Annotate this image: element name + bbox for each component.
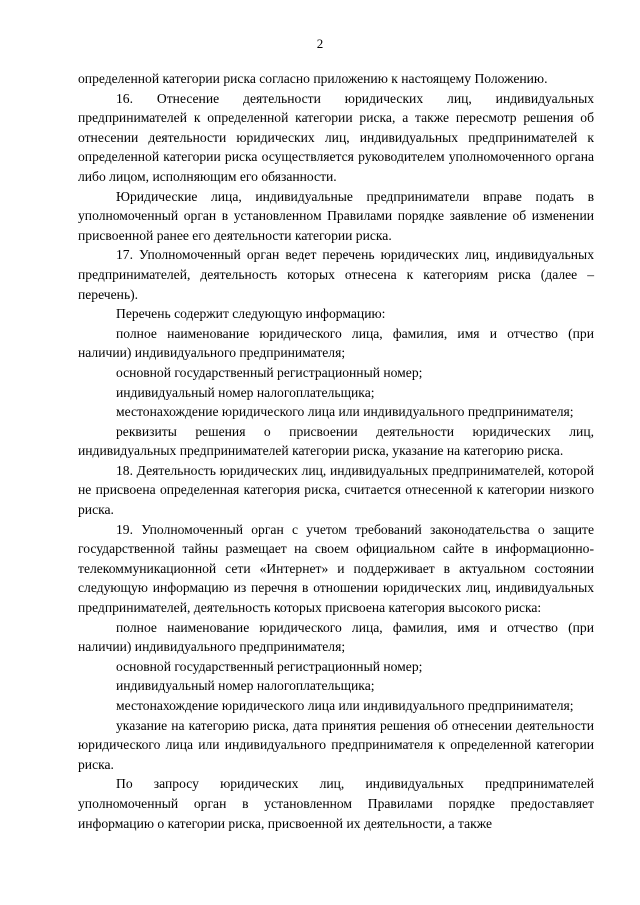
paragraph-list-full-name: полное наименование юридического лица, фамилия, имя и отчество (при наличии) индивидуального предпринимателя;: [78, 325, 594, 361]
paragraph-list-intro: Перечень содержит следующую информацию:: [116, 306, 386, 322]
paragraph-site-location: местонахождение юридического лица или индивидуального предпринимателя;: [116, 698, 574, 713]
paragraph-site-ogrn: основной государственный регистрационный номер;: [116, 658, 423, 674]
paragraph-site-inn: индивидуальный номер налогоплательщика;: [116, 678, 375, 694]
paragraph-continuation: определенной категории риска согласно приложению к настоящему Положению.: [78, 71, 548, 86]
document-body: [78, 69, 594, 833]
paragraph-item-16: 16. Отнесение деятельности юридических лиц, индивидуальных предпринимателей к определенной категории риска, а также пересмотр решения об отнесении деятельности юридических лиц, индивидуальных предпринимателей к определенной категории риска осуществляется руководителем уполномоченного органа либо лицом, исполняющим его обязанности.: [78, 90, 594, 184]
paragraph-item-19: 19. Уполномоченный орган с учетом требований законодательства о защите государственной тайны размещает на своем официальном сайте в информационно-телекоммуникационной сети «Интернет» и поддерживает в актуальном состоянии следующую информацию из перечня в отношении юридических лиц, индивидуальных предпринимателей, деятельность которых присвоена категория высокого риска:: [78, 521, 594, 616]
paragraph-list-ogrn: основной государственный регистрационный номер;: [116, 364, 423, 380]
paragraph-item-18: 18. Деятельность юридических лиц, индивидуальных предпринимателей, которой не присвоена определенная категория риска, считается отнесенной к категории низкого риска.: [78, 462, 594, 518]
paragraph-site-risk-category: указание на категорию риска, дата принятия решения об отнесении деятельности юридического лица или индивидуального предпринимателя к определенной категории риска.: [78, 717, 594, 772]
page-number: 2: [316, 36, 324, 51]
paragraph-list-location: местонахождение юридического лица или индивидуального предпринимателя;: [116, 404, 574, 420]
paragraph-list-inn: индивидуальный номер налогоплательщика;: [116, 384, 375, 400]
paragraph-list-decision-details: реквизиты решения о присвоении деятельности юридических лиц, индивидуальных предпринимателей категории риска, указание на категорию риска.: [78, 423, 594, 459]
paragraph-risk-change-request: Юридические лица, индивидуальные предприниматели вправе подать в уполномоченный орган в установленном Правилами порядке заявление об изменении присвоенной ранее его деятельности категории риска.: [78, 188, 594, 243]
paragraph-site-full-name: полное наименование юридического лица, фамилия, имя и отчество (при наличии) индивидуального предпринимателя;: [78, 619, 594, 655]
paragraph-request-info: По запросу юридических лиц, индивидуальных предпринимателей уполномоченный орган в установленном Правилами порядке предоставляет информацию о категории риска, присвоенной их деятельности, а также: [78, 776, 594, 831]
paragraph-item-17: 17. Уполномоченный орган ведет перечень юридических лиц, индивидуальных предпринимателей, деятельность которых отнесена к категориям риска (далее – перечень).: [78, 247, 594, 302]
